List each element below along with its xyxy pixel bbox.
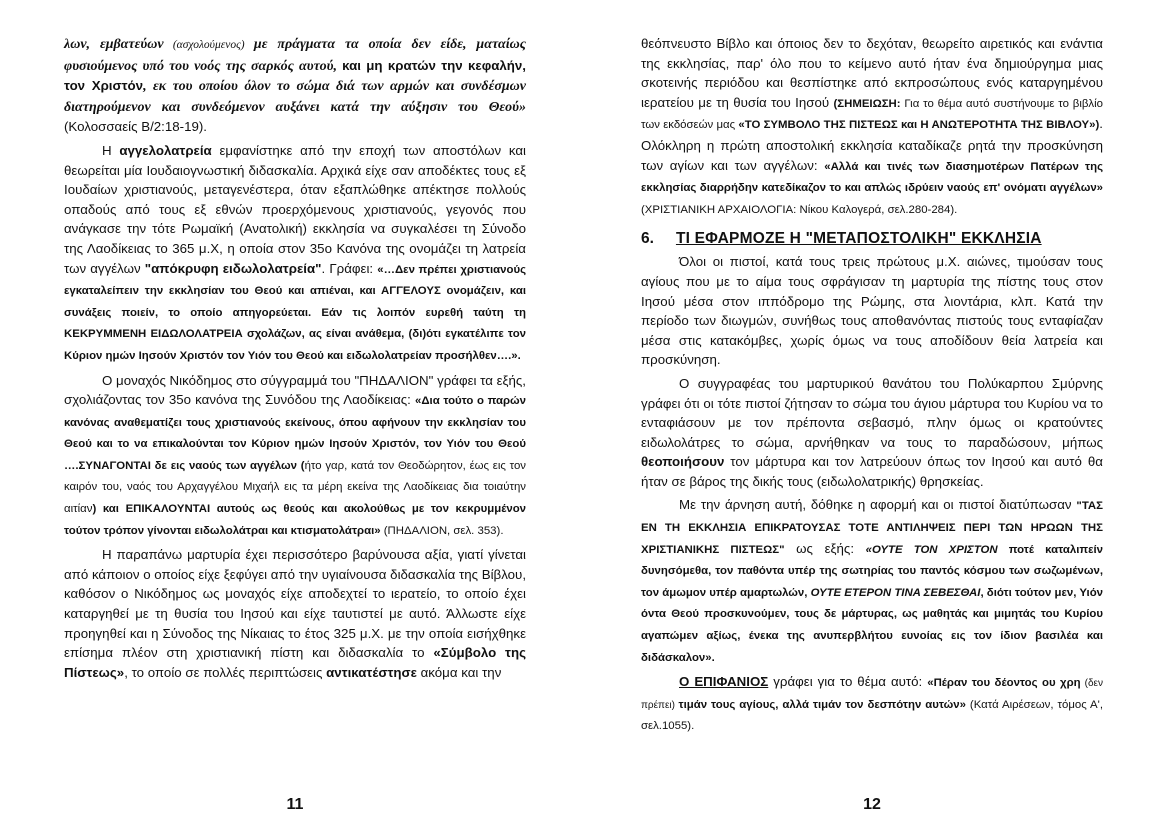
- paragraph-1: θεόπνευστο Βίβλο και όποιος δεν το δεχόταν, θεωρείτο αιρετικός και ενάντια της εκκλησίας, παρ' όλο που το κείμενο αυτό ήταν ένα δημιούργημα μιας σκοτεινής περιόδου και θεσπίστηκε από εκπροσώπους ενός καταργημένου ιερατείου με τη θυσία του Ιησού (ΣΗΜΕΙΩΣΗ: Για το θέμα αυτό συστήνουμε το βιβλίο των εκδόσεών μας «ΤΟ ΣΥΜΒΟΛΟ ΤΗΣ ΠΙΣΤΕΩΣ και Η ΑΝΩΤΕΡΟΤΗΤΑ ΤΗΣ ΒΙΒΛΟΥ»). Ολόκληρη η πρώτη αποστολική εκκλησία καταδίκαζε ρητά την προσκύνηση των αγίων και των αγγέλων: «Αλλά και τινές των διασημοτέρων Πατέρων της εκκλησίας διαρρήδην κατεδίκαζον το και απλώς ιδρύειν ναούς επ' ονόματι αγγέλων» (ΧΡΙΣΤΙΑΝΙΚΗ ΑΡΧΑΙΟΛΟΓΙΑ: Νίκου Καλογερά, σελ.280-284).: [641, 36, 1103, 216]
- paragraph-4: Με την άρνηση αυτή, δόθηκε η αφορμή και οι πιστοί διατύπωσαν "ΤΑΣ ΕΝ ΤΗ ΕΚΚΛΗΣΙΑ ΕΠΙΚΡΑΤΟΥΣΑΣ ΤΟΤΕ ΑΝΤΙΛΗΨΕΙΣ ΠΕΡΙ ΤΩΝ ΗΡΩΩΝ ΤΗΣ ΧΡΙΣΤΙΑΝΙΚΗΣ ΠΙΣΤΕΩΣ" ως εξής: «ΟΥΤΕ ΤΟΝ ΧΡΙΣΤΟΝ ποτέ καταλιπείν δυνησόμεθα, τον παθόντα υπέρ της σωτηρίας του παντός κόσμου των σωζωμένων, τον άμωμον υπέρ αμαρτωλών, ΟΥΤΕ ΕΤΕΡΟΝ ΤΙΝΑ ΣΕΒΕΣΘΑΙ, διότι τούτον μεν, Υιόν όντα Θεού προσκυνούμεν, τους δε μάρτυρας, ως μαθητάς και μιμητάς του Κυρίου αγαπώμεν αξίως, ένεκα της ανυπερβλήτου ευνοίας εις τον ίδιον βασιλέα και διδάσκαλον».: [641, 497, 1103, 664]
- section-title: ΤΙ ΕΦΑΡΜΟΖΕ Η "ΜΕΤΑΠΟΣΤΟΛΙΚΗ" ΕΚΚΛΗΣΙΑ: [675, 230, 1042, 248]
- page-number: 12: [863, 796, 881, 813]
- paragraph-2: Η αγγελολατρεία εμφανίστηκε από την εποχή των αποστόλων και θεωρείται μία Ιουδαιογνωστική διδασκαλία. Αρχικά είχε σαν αποδέκτες τους εξ Ιουδαίων χριστιανούς, μεταγενέστερα, όταν εξαπλώθηκε απέκτησε πολλούς οπαδούς από τους εξ εθνών προερχόμενους χριστιανούς, γεγονός που ανάγκασε την τότε Ρωμαϊκή (Ανατολική) εκκλησία να συγκαλέσει τη Σύνοδο της Λαοδίκειας το 365 μ.Χ, η οποία στον 35ο Κανόνα της ονομάζει τη λατρεία των αγγέλων "απόκρυφη ειδωλολατρεία". Γράφει: «…Δεν πρέπει χριστιανούς εγκαταλείπειν την εκκλησίαν του Θεού και απιέναι, και ΑΓΓΕΛΟΥΣ ονομάζειν, και συνάξεις ποιείν, το οποίο απηγορεύεται. Εάν τις λοιπόν ευρεθή ταύτη τη ΚΕΚΡΥΜΜΕΝΗ ΕΙΔΩΛΟΛΑΤΡΕΙΑ σχολάζων, ας είναι ανάθεμα, (δι)ότι εγκατέλιπε τον Κύριον ημών Ιησούν Χριστόν τον Υιόν του Θεού και ειδωλολατρείαν προσήλθεν….».: [64, 142, 527, 362]
- page-number: 11: [286, 796, 304, 813]
- paragraph-3: Ο συγγραφέας του μαρτυρικού θανάτου του Πολύκαρπου Σμύρνης γράφει ότι οι τότε πιστοί ζήτησαν το σώμα του άγιου μάρτυρα του Κυρίου να το ενταφιάσουν με τον πρέποντα σεβασμό, πλην όμως οι κρατούντες ειδωλολάτρες το σώμα, αρνήθηκαν να τους το παραδώσουν, μήπως θεοποιήσουν τον μάρτυρα και τον λατρεύουν όπως τον Ιησού και αυτό θα ήταν σε βάρος της δικής τους (ειδωλολατρικής) θρησκείας.: [641, 375, 1103, 489]
- right-page: [641, 34, 1103, 814]
- paragraph-1: λων, εμβατεύων (ασχολούμενος) με πράγματα τα οποία δεν είδε, ματαίως φυσιούμενος υπό του νοός της σαρκός αυτού, και μη κρατών την κεφαλήν, τον Χριστόν, εκ του οποίου όλον το σώμα διά των αρμών και συνδέσμων διατηρούμενον και συνδεόμενον αυξάνει κατά την αύξησιν του Θεού» (Κολοσσαείς Β/2:18-19).: [64, 37, 527, 135]
- section-number: 6.: [641, 230, 654, 248]
- paragraph-4: Η παραπάνω μαρτυρία έχει περισσότερο βαρύνουσα αξία, γιατί γίνεται από κάποιον ο οποίος είχε ξεφύγει από την υγιαίνουσα διδασκαλία της Βίβλου, καθόσον ο Νικόδημος ως μοναχός είχε αποδεχτεί το ιερατείο, το οποίο έχει καταργηθεί με τη θυσία του Ιησού και είχε ταυτιστεί με αυτό. Άλλωστε είχε προηγηθεί και η Σύνοδος της Νίκαιας το έτος 325 μ.Χ. με την οποία εισήχθηκε επίσημα πλέον στη χριστιανική πίστη και διδασκαλία το «Σύμβολο της Πίστεως», το οποίο σε πολλές περιπτώσεις αντικατέστησε ακόμα και την: [64, 547, 527, 680]
- paragraph-3: Ο μοναχός Νικόδημος στο σύγγραμμά του "ΠΗΔΑΛΙΟΝ" γράφει τα εξής, σχολιάζοντας τον 35ο κανόνα της Συνόδου της Λαοδίκειας: «Δια τούτο ο παρών κανόνας αναθεματίζει τους χριστιανούς εκείνους, όπου αφήνουν την εκκλησίαν του Θεού και το να επικαλούνται τον Κύριον ημών Ιησούν Χριστόν, τον Υιόν του Θεού ….ΣΥΝΑΓΟΝΤΑΙ δε εις ναούς των αγγέλων (ήτο γαρ, κατά τον Θεοδώρητον, έως εις τον καιρόν του, ναός του Αρχαγγέλου Μιχαήλ εις τα μέρη εκείνα της Λαοδίκειας δια τοιαύτην αιτίαν) και ΕΠΙΚΑΛΟΥΝΤΑΙ αυτούς ως θεούς και ακολούθως με τον κεκρυμμένον τούτον τρόπον γίνονται ειδωλολάτραι και κτισματολάτραι» (ΠΗΔΑΛΙΟΝ, σελ. 353).: [64, 372, 527, 537]
- section-heading: [641, 230, 1103, 248]
- left-page: [64, 34, 526, 814]
- paragraph-5: Ο ΕΠΙΦΑΝΙΟΣ γράφει για το θέμα αυτό: «Πέραν του δέοντος ου χρη (δεν πρέπει) τιμάν τους αγίους, αλλά τιμάν τον δεσπότην αυτών» (Κατά Αιρέσεων, τόμος Α', σελ.1055).: [641, 674, 1104, 733]
- paragraph-2: Όλοι οι πιστοί, κατά τους τρεις πρώτους μ.Χ. αιώνες, τιμούσαν τους αγίους που με το αίμα τους σφράγισαν τη μαρτυρία της πίστης τους στον Ιησού μέσα στον ιππόδρομο της Ρώμης, στα λιοντάρια, κλπ. Κατά την περίοδο των διωγμών, συνήθως τους αποθανόντας πιστούς τους ενταφίαζαν μέσα στις κατακόμβες, χωρίς όμως να τους αποδίδουν θεία λατρεία και προσκύνηση.: [641, 254, 1103, 368]
